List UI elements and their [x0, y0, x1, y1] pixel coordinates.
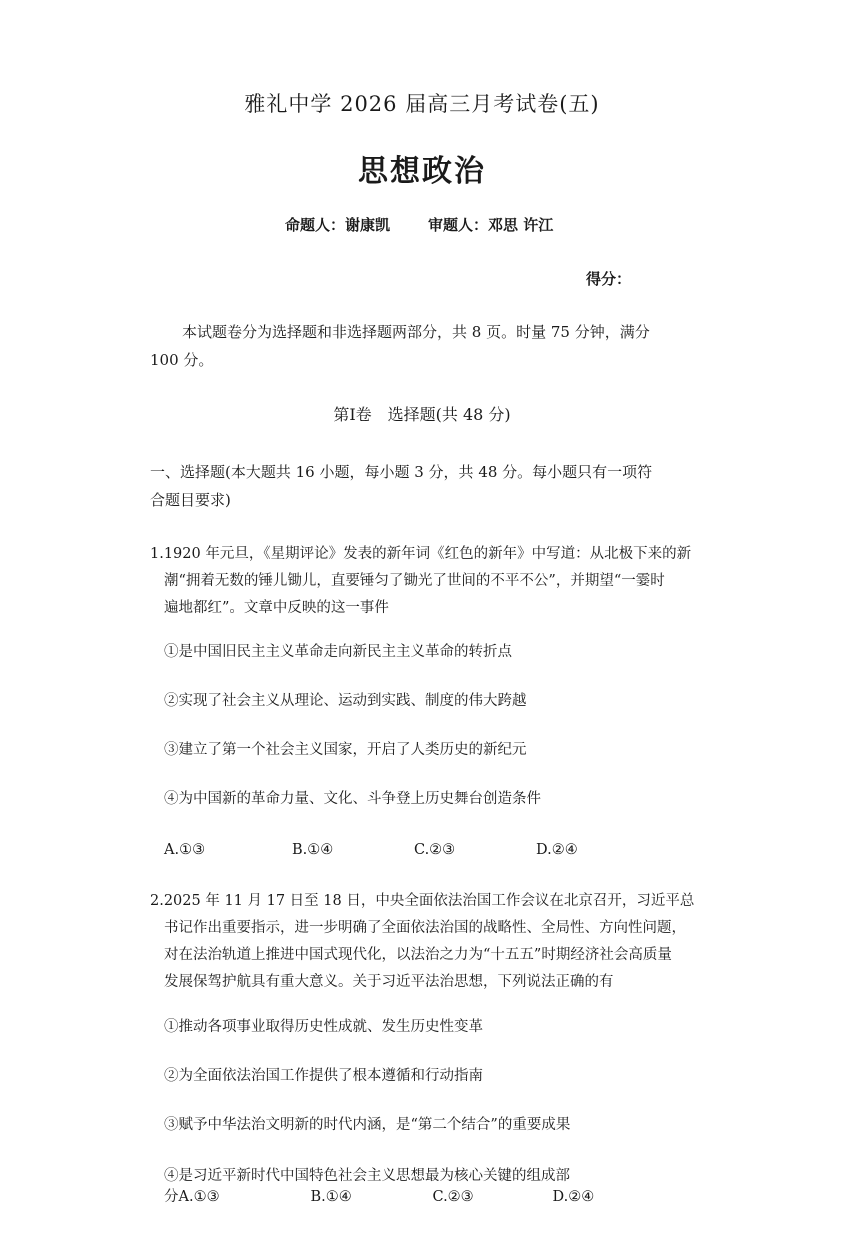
- q2-statement-1: ①推动各项事业取得历史性成就、发生历史性变革: [164, 1019, 483, 1035]
- q1-option-a[interactable]: A.①③: [164, 842, 206, 858]
- setter-label: 命题人：谢康凯: [285, 216, 391, 234]
- q2-stem-line-1: 2.2025 年 11 月 17 日至 18 日，中央全面依法治国工作会议在北京召开，习近平总: [150, 893, 695, 909]
- exam-title: 雅礼中学 2026 届高三月考试卷(五): [244, 92, 600, 116]
- q2-options-prefix: 分: [164, 1189, 179, 1205]
- q2-stem-line-4: 发展保驾护航具有重大意义。关于习近平法治思想，下列说法正确的有: [164, 974, 614, 990]
- reviewer-label: 审题人：邓思 许江: [428, 216, 554, 234]
- q1-statement-2: ②实现了社会主义从理论、运动到实践、制度的伟大跨越: [164, 693, 527, 709]
- intro-line-1: 本试题卷分为选择题和非选择题两部分，共 8 页。时量 75 分钟，满分: [182, 323, 650, 341]
- q2-option-c[interactable]: C.②③: [432, 1189, 474, 1205]
- score-label: 得分：: [586, 270, 632, 288]
- q1-options: [164, 836, 578, 864]
- q1-stem-line-2: 潮“拥着无数的锤儿锄儿，直要锤匀了锄光了世间的不平不公”，并期望“一霎时: [164, 573, 665, 589]
- q1-option-d[interactable]: D.②④: [536, 842, 578, 858]
- q1-stem-line-1: 1.1920 年元旦，《星期评论》发表的新年词《红色的新年》中写道：从北极下来的新: [150, 546, 692, 562]
- q1-statement-1: ①是中国旧民主主义革命走向新民主主义革命的转折点: [164, 644, 512, 660]
- q1-statement-3: ③建立了第一个社会主义国家，开启了人类历史的新纪元: [164, 742, 527, 758]
- q2-options: [164, 1183, 594, 1211]
- q2-statement-4: ④是习近平新时代中国特色社会主义思想最为核心关键的组成部: [164, 1168, 570, 1184]
- part1-instruction-2: 合题目要求): [150, 491, 231, 509]
- q2-option-d[interactable]: D.②④: [552, 1189, 595, 1205]
- q1-option-c[interactable]: C.②③: [414, 842, 456, 858]
- q1-option-b[interactable]: B.①④: [292, 842, 334, 858]
- q2-statement-3: ③赋予中华法治文明新的时代内涵，是“第二个结合”的重要成果: [164, 1117, 571, 1133]
- q2-option-b[interactable]: B.①④: [310, 1189, 352, 1205]
- part1-instruction-1: 一、选择题(本大题共 16 小题，每小题 3 分，共 48 分。每小题只有一项符: [150, 463, 653, 481]
- author-line: [285, 214, 553, 235]
- q2-option-a[interactable]: A.①③: [178, 1189, 220, 1205]
- part1-title: 第Ⅰ卷 选择题(共 48 分): [333, 405, 511, 424]
- subject-title: 思想政治: [358, 154, 486, 189]
- q2-statement-2: ②为全面依法治国工作提供了根本遵循和行动指南: [164, 1068, 483, 1084]
- intro-line-2: 100 分。: [150, 351, 214, 369]
- q2-stem-line-3: 对在法治轨道上推进中国式现代化，以法治之力为“十五五”时期经济社会高质量: [164, 947, 672, 963]
- q2-stem-line-2: 书记作出重要指示，进一步明确了全面依法治国的战略性、全局性、方向性问题，: [164, 920, 686, 936]
- q1-statement-4: ④为中国新的革命力量、文化、斗争登上历史舞台创造条件: [164, 791, 541, 807]
- q1-stem-line-3: 遍地都红”。文章中反映的这一事件: [164, 600, 389, 616]
